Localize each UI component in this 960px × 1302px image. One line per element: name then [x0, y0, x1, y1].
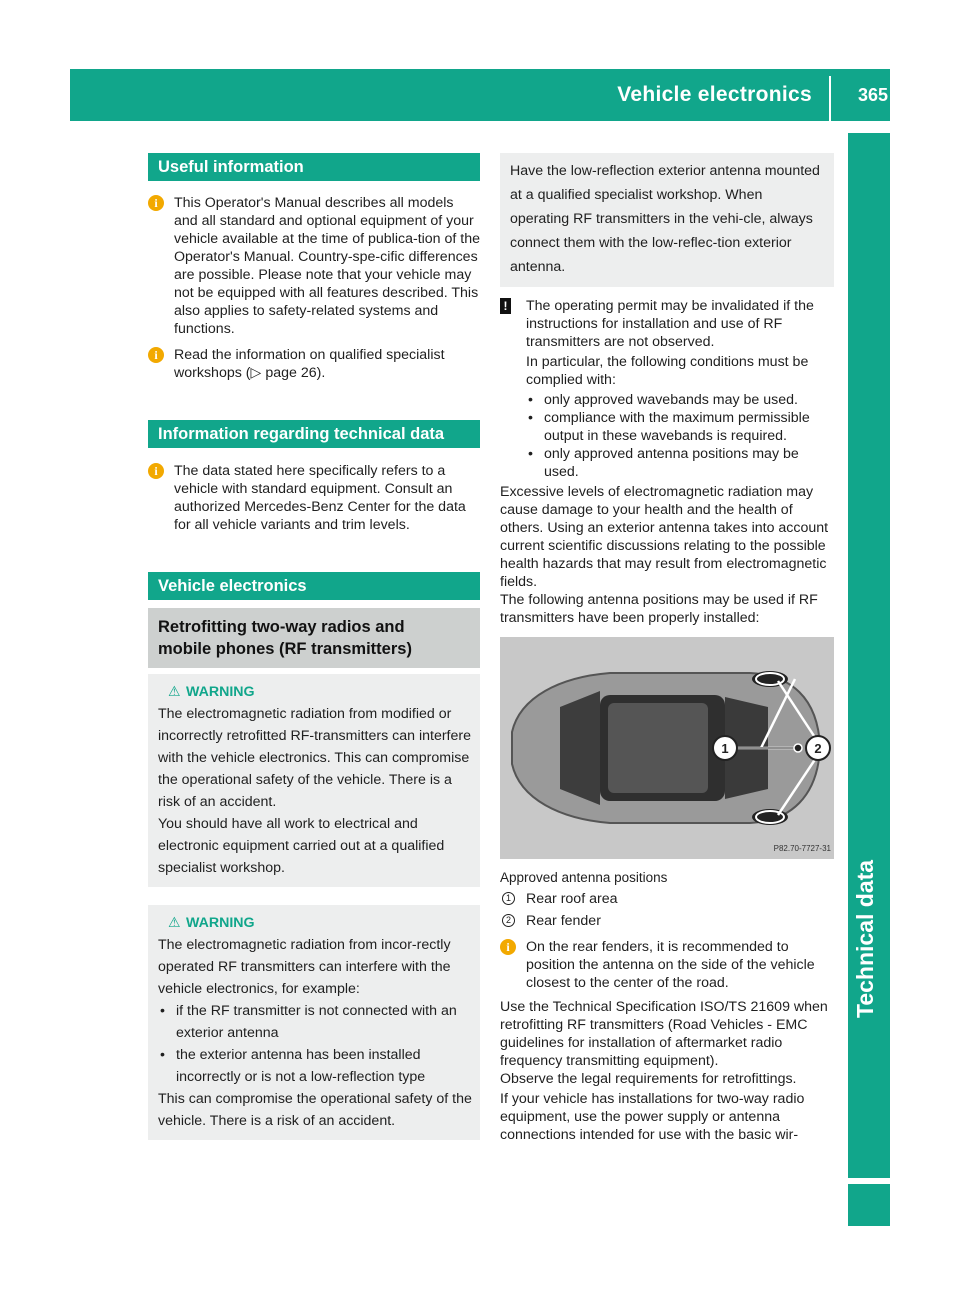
- warning-text: You should have all work to electrical and electronic equipment carried out at a qualified specialist workshop.: [158, 816, 445, 876]
- legend-number: 2: [502, 914, 515, 927]
- warning-box: [148, 674, 480, 887]
- marker-1: 1: [721, 741, 729, 756]
- body-paragraph: If your vehicle has installations for two-way radio equipment, use the power supply or antenna connections intended for use with the basic wir-: [500, 1091, 805, 1143]
- warning-box: [148, 905, 480, 1140]
- warning-text: The electromagnetic radiation from incor-rectly operated RF transmitters can interfere with the vehicle electronics, for example:: [158, 937, 451, 997]
- bullet-item: • only approved antenna positions may be used.: [526, 445, 834, 481]
- caution-text: In particular, the following conditions must be complied with:: [526, 354, 809, 388]
- bullet-item: • if the RF transmitter is not connected with an exterior antenna: [158, 1000, 472, 1044]
- image-caption: Approved antenna positions: [500, 870, 668, 885]
- legend-label: Rear roof area: [526, 891, 618, 907]
- info-note: [148, 462, 480, 534]
- bullet-item: • only approved wavebands may be used.: [526, 391, 834, 409]
- bullet-item: • compliance with the maximum permissible output in these wavebands is required.: [526, 409, 834, 445]
- marker-2: 2: [814, 741, 822, 756]
- note-text: Read the information on qualified specialist workshops (▷ page 26).: [174, 347, 445, 381]
- legend-number: 1: [502, 892, 515, 905]
- info-icon: i: [148, 195, 164, 211]
- info-icon: i: [148, 347, 164, 363]
- legend-item: [500, 912, 834, 930]
- exclamation-icon: !: [500, 298, 511, 314]
- useful-info-heading: Useful information: [148, 153, 480, 181]
- header-divider: [829, 76, 831, 121]
- side-square: [848, 1184, 890, 1226]
- info-note: [148, 346, 480, 382]
- warning-text: This can compromise the operational safety of the vehicle. There is a risk of an accident.: [158, 1091, 472, 1129]
- caution-text: The operating permit may be invalidated if the instructions for installation and use of RF transmitters are not observed.: [526, 298, 814, 350]
- image-reference: P82.70-7727-31: [773, 844, 831, 853]
- info-note: [500, 938, 834, 992]
- retrofitting-heading: Retrofitting two-way radios and mobile phones (RF transmitters): [148, 608, 480, 668]
- note-text: The data stated here specifically refers to a vehicle with standard equipment. Consult an authorized Mercedes-Benz Center for the data for all vehicle variants and trim levels.: [174, 463, 466, 533]
- warning-text: The electromagnetic radiation from modified or incorrectly retrofitted RF-transmitters can interfere with the vehicle electronics. This can compromise the operational safety of the vehicle. There is a risk of an accident.: [158, 706, 472, 810]
- caution-note: [500, 297, 834, 481]
- body-paragraph: Excessive levels of electromagnetic radiation may cause damage to your health and the health of others. Using an exterior antenna takes into account current scientific discussions relating to the possible health hazards that may result from electromagnetic fields.: [500, 484, 829, 590]
- body-paragraph: The following antenna positions may be used if RF transmitters have been properly installed:: [500, 592, 818, 626]
- legend-label: Rear fender: [526, 913, 601, 929]
- tip-box: Have the low-reflection exterior antenna mounted at a qualified specialist workshop. When operating RF transmitters in the vehi-cle, always connect them with the low-reflec-tion exterior antenna.: [500, 153, 834, 287]
- warning-title: ⚠ WARNING: [158, 681, 472, 703]
- warning-title: ⚠ WARNING: [158, 912, 472, 934]
- car-top-view-illustration: [500, 637, 834, 859]
- page-number: 365: [857, 85, 888, 105]
- info-icon: i: [500, 939, 516, 955]
- vehicle-electronics-heading: Vehicle electronics: [148, 572, 480, 600]
- page-title: Vehicle electronics: [617, 83, 812, 106]
- side-tab: [848, 133, 890, 1178]
- warning-triangle-icon: ⚠: [168, 915, 181, 931]
- side-tab-label: Technical data: [852, 859, 878, 1018]
- body-paragraph: Observe the legal requirements for retrofittings.: [500, 1071, 797, 1087]
- note-text: On the rear fenders, it is recommended to position the antenna on the side of the vehicle closest to the center of the road.: [526, 939, 815, 991]
- right-column: [500, 153, 834, 1144]
- header-bar: [70, 69, 890, 121]
- info-icon: i: [148, 463, 164, 479]
- left-column: [148, 153, 480, 1140]
- legend-item: [500, 890, 834, 908]
- warning-triangle-icon: ⚠: [168, 684, 181, 700]
- note-text: This Operator's Manual describes all models and all standard and optional equipment of your vehicle available at the time of publica-tion of the Operator's Manual. Country-spe-cific differences are possible. Please note that your vehicle may not be equipped with all features described. This also applies to safety-related systems and functions.: [174, 195, 481, 337]
- body-paragraph: Use the Technical Specification ISO/TS 21609 when retrofitting RF transmitters (Road Vehicles - EMC guidelines for installation of aftermarket radio frequency transmitting equipment).: [500, 999, 828, 1069]
- car-antenna-image: [500, 637, 834, 859]
- bullet-item: • the exterior antenna has been installed incorrectly or is not a low-reflection type: [158, 1044, 472, 1088]
- info-note: [148, 194, 480, 338]
- technical-data-heading: Information regarding technical data: [148, 420, 480, 448]
